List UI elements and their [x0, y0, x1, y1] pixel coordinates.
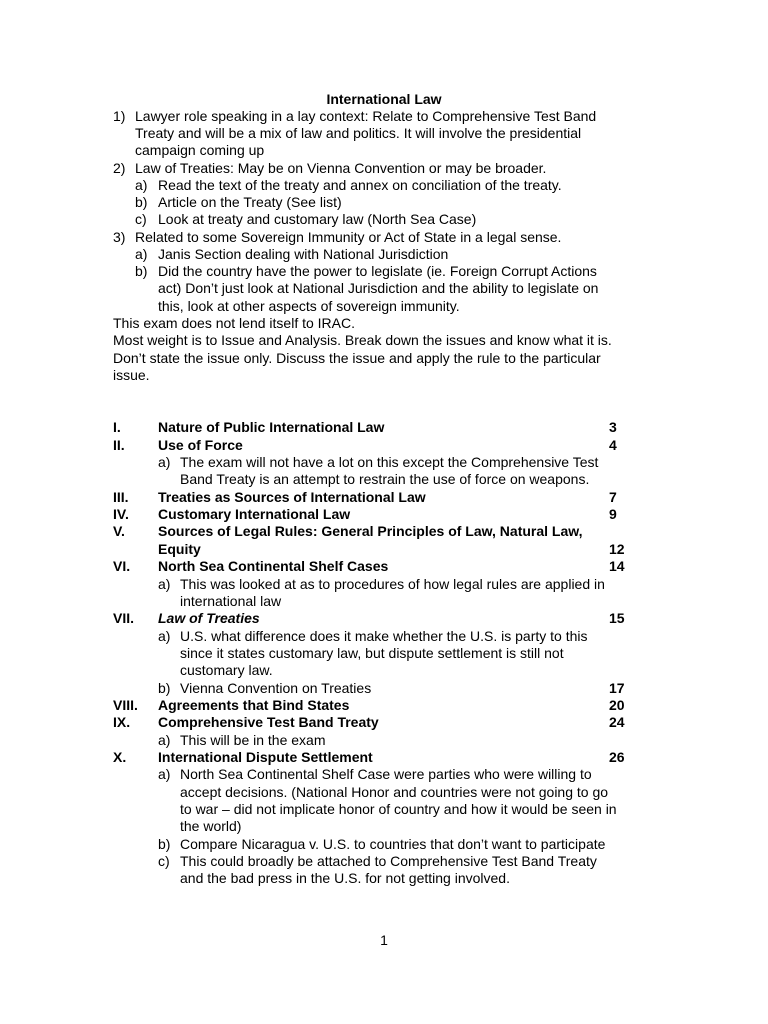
sub-number: a) — [158, 766, 171, 782]
sub-number: b) — [135, 194, 148, 210]
sub-number: a) — [158, 732, 171, 748]
sub-text: Read the text of the treaty and annex on conciliation of the treaty. — [158, 177, 562, 193]
toc-numeral: V. — [113, 523, 125, 539]
sub-text: Did the country have the power to legislate (ie. Foreign Corrupt Actions — [158, 263, 597, 279]
sub-number: c) — [135, 211, 147, 227]
sub-number: a) — [158, 454, 171, 470]
sub-text: since it states customary law, but dispute settlement is still not — [180, 645, 564, 661]
sub-text: Compare Nicaragua v. U.S. to countries that don’t want to participate — [180, 836, 606, 852]
item-number: 2) — [113, 160, 126, 176]
sub-text: Look at treaty and customary law (North Sea Case) — [158, 211, 477, 227]
toc-page-number: 3 — [609, 419, 617, 435]
toc-numeral: III. — [113, 489, 129, 505]
sub-text: and the bad press in the U.S. for not getting involved. — [180, 870, 510, 886]
sub-text: U.S. what difference does it make whether the U.S. is party to this — [180, 628, 588, 644]
sub-text: Vienna Convention on Treaties — [180, 680, 372, 696]
sub-text: Band Treaty is an attempt to restrain the use of force on weapons. — [180, 471, 590, 487]
sub-text: the world) — [180, 818, 242, 834]
sub-text: this, look at other aspects of sovereign immunity. — [158, 298, 460, 314]
page-number: 1 — [380, 932, 388, 948]
sub-number: a) — [158, 576, 171, 592]
sub-text: act) Don’t just look at National Jurisdiction and the ability to legislate on — [158, 280, 599, 296]
note-text: Don’t state the issue only. Discuss the issue and apply the rule to the particular — [113, 350, 601, 366]
note-text: This exam does not lend itself to IRAC. — [113, 315, 355, 331]
item-text: Treaty and will be a mix of law and politics. It will involve the presidential — [135, 125, 582, 141]
toc-page-number: 17 — [609, 680, 625, 696]
sub-text: accept decisions. (National Honor and countries were not going to go — [180, 784, 609, 800]
toc-title: Use of Force — [158, 437, 243, 453]
note-text: issue. — [113, 367, 150, 383]
sub-text: North Sea Continental Shelf Case were parties who were willing to — [180, 766, 592, 782]
toc-numeral: VII. — [113, 610, 135, 626]
toc-numeral: I. — [113, 419, 121, 435]
toc-page-number: 24 — [609, 714, 625, 730]
sub-text: Janis Section dealing with National Jurisdiction — [158, 246, 449, 262]
sub-number: a) — [135, 246, 148, 262]
toc-title: Treaties as Sources of International Law — [158, 489, 426, 505]
item-text: Related to some Sovereign Immunity or Act of State in a legal sense. — [135, 229, 562, 245]
sub-text: to war – did not implicate honor of country and how it would be seen in — [180, 801, 617, 817]
toc-numeral: II. — [113, 437, 125, 453]
toc-numeral: IV. — [113, 506, 129, 522]
item-text: Lawyer role speaking in a lay context: Relate to Comprehensive Test Band — [135, 108, 597, 124]
toc-title: Nature of Public International Law — [158, 419, 385, 435]
sub-text: Article on the Treaty (See list) — [158, 194, 342, 210]
sub-text: This was looked at as to procedures of how legal rules are applied in — [180, 576, 605, 592]
toc-page-number: 7 — [609, 489, 617, 505]
toc-numeral: VIII. — [113, 697, 138, 713]
sub-text: The exam will not have a lot on this except the Comprehensive Test — [180, 454, 599, 470]
toc-page-number: 14 — [609, 558, 625, 574]
toc-numeral: X. — [113, 749, 127, 765]
toc-title: Equity — [158, 541, 201, 557]
note-text: Most weight is to Issue and Analysis. Break down the issues and know what it is. — [113, 332, 612, 348]
sub-text: international law — [180, 593, 282, 609]
toc-title: Comprehensive Test Band Treaty — [158, 714, 379, 730]
toc-page-number: 15 — [609, 610, 625, 626]
toc-numeral: IX. — [113, 714, 131, 730]
toc-page-number: 9 — [609, 506, 617, 522]
toc-title: North Sea Continental Shelf Cases — [158, 558, 389, 574]
sub-text: This could broadly be attached to Comprehensive Test Band Treaty — [180, 853, 597, 869]
toc-title: Customary International Law — [158, 506, 351, 522]
toc-numeral: VI. — [113, 558, 131, 574]
toc-title: Sources of Legal Rules: General Principles of Law, Natural Law, — [158, 523, 583, 539]
toc-page-number: 26 — [609, 749, 625, 765]
toc-page-number: 4 — [609, 437, 617, 453]
toc-page-number: 20 — [609, 697, 625, 713]
sub-number: b) — [135, 263, 148, 279]
sub-number: b) — [158, 680, 171, 696]
item-text: campaign coming up — [135, 142, 265, 158]
document-title: International Law — [326, 91, 442, 107]
toc-page-number: 12 — [609, 541, 625, 557]
sub-text: This will be in the exam — [180, 732, 326, 748]
item-number: 3) — [113, 229, 126, 245]
sub-number: b) — [158, 836, 171, 852]
toc-title: Agreements that Bind States — [158, 697, 350, 713]
toc-title: Law of Treaties — [158, 610, 260, 626]
sub-text: customary law. — [180, 662, 273, 678]
item-number: 1) — [113, 108, 126, 124]
item-text: Law of Treaties: May be on Vienna Convention or may be broader. — [135, 160, 547, 176]
sub-number: c) — [158, 853, 170, 869]
toc-title: International Dispute Settlement — [158, 749, 373, 765]
sub-number: a) — [158, 628, 171, 644]
sub-number: a) — [135, 177, 148, 193]
